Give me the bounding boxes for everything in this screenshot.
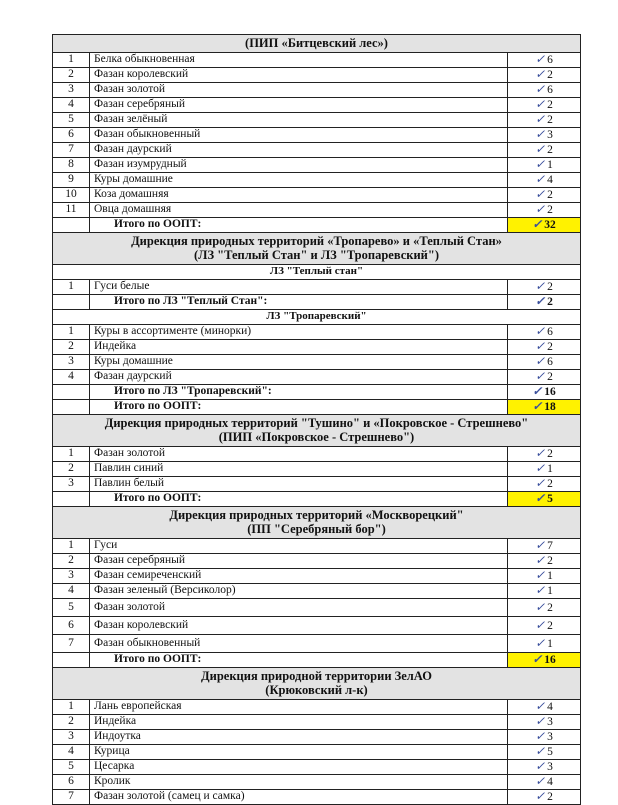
table-row [53, 539, 581, 554]
species-name: Фазан королевский [90, 68, 508, 82]
section-header [53, 415, 581, 447]
checkmark-icon: ✓ [535, 491, 546, 505]
checkmark-icon: ✓ [532, 399, 543, 413]
quantity-cell [508, 477, 580, 491]
row-number: 2 [53, 68, 90, 82]
quantity-value: 2 [547, 555, 553, 567]
quantity-cell [508, 492, 580, 506]
quantity-value: 2 [547, 791, 553, 803]
species-name: Фазан даурский [90, 143, 508, 157]
section-title-line: (ПИП «Покровское - Стрешнево") [218, 430, 415, 444]
quantity-value: 2 [547, 144, 553, 156]
quantity-value: 6 [547, 356, 553, 368]
quantity-cell [508, 83, 580, 97]
species-name: Павлин белый [90, 477, 508, 491]
row-number: 11 [53, 203, 90, 217]
table-row [53, 569, 581, 584]
row-number: 4 [53, 745, 90, 759]
table-row [53, 355, 581, 370]
row-number: 3 [53, 569, 90, 583]
checkmark-icon: ✓ [535, 97, 546, 111]
quantity-value: 6 [547, 84, 553, 96]
quantity-cell [508, 113, 580, 127]
quantity-cell [508, 539, 580, 553]
species-name: Индейка [90, 340, 508, 354]
section-title-line: (ПИП «Битцевский лес») [245, 36, 388, 50]
table-row [53, 113, 581, 128]
checkmark-icon: ✓ [535, 774, 546, 788]
grand-total-label: Итого по ООПТ: [90, 218, 508, 232]
quantity-cell [508, 569, 580, 583]
quantity-value: 2 [547, 448, 553, 460]
quantity-value: 4 [547, 174, 553, 186]
species-name: Кролик [90, 775, 508, 789]
quantity-value: 3 [547, 129, 553, 141]
checkmark-icon: ✓ [535, 157, 546, 171]
checkmark-icon: ✓ [535, 354, 546, 368]
checkmark-icon: ✓ [535, 324, 546, 338]
row-number: 2 [53, 554, 90, 568]
quantity-cell [508, 68, 580, 82]
quantity-cell [508, 355, 580, 369]
checkmark-icon: ✓ [532, 652, 543, 666]
quantity-cell [508, 143, 580, 157]
quantity-value: 4 [547, 701, 553, 713]
species-name: Куры домашние [90, 173, 508, 187]
table-row [53, 83, 581, 98]
checkmark-icon: ✓ [535, 583, 546, 597]
row-number: 1 [53, 700, 90, 714]
species-name: Куры в ассортименте (минорки) [90, 325, 508, 339]
table-row [53, 617, 581, 635]
table-row [53, 128, 581, 143]
table-row [53, 715, 581, 730]
row-number [53, 653, 90, 667]
subtotal-label: Итого по ЛЗ "Теплый Стан": [90, 295, 508, 309]
section-header [53, 507, 581, 539]
quantity-value: 1 [547, 463, 553, 475]
grand-total-label: Итого по ООПТ: [90, 653, 508, 667]
row-number [53, 400, 90, 414]
species-name: Индоутка [90, 730, 508, 744]
row-number: 10 [53, 188, 90, 202]
section-title-line: Дирекция природных территорий "Тушино" и «Покровское - Стрешнево" [104, 416, 529, 430]
table-row [53, 477, 581, 492]
table-row [53, 370, 581, 385]
row-number: 3 [53, 477, 90, 491]
table-row [53, 730, 581, 745]
checkmark-icon: ✓ [532, 217, 543, 231]
quantity-value: 2 [547, 296, 553, 308]
table-row [53, 143, 581, 158]
species-name: Павлин синий [90, 462, 508, 476]
grand-total-label: Итого по ООПТ: [90, 400, 508, 414]
species-name: Фазан серебряный [90, 98, 508, 112]
quantity-value: 1 [547, 570, 553, 582]
row-number: 8 [53, 158, 90, 172]
quantity-value: 2 [547, 204, 553, 216]
table-row [53, 584, 581, 599]
checkmark-icon: ✓ [532, 384, 543, 398]
species-name: Фазан королевский [90, 617, 508, 634]
quantity-cell [508, 790, 580, 804]
table-row [53, 700, 581, 715]
quantity-cell [508, 340, 580, 354]
species-name: Индейка [90, 715, 508, 729]
quantity-value: 18 [544, 401, 556, 413]
section-title-line: (ПП "Серебряный бор") [247, 522, 386, 536]
species-name: Гуси белые [90, 280, 508, 294]
quantity-cell [508, 385, 580, 399]
quantity-cell [508, 715, 580, 729]
quantity-value: 2 [547, 371, 553, 383]
grand-total-row [53, 653, 581, 668]
section-title-line: Дирекция природных территорий «Тропарево» и «Теплый Стан» [131, 234, 502, 248]
section-header [53, 35, 581, 53]
table-row [53, 53, 581, 68]
species-name: Фазан серебряный [90, 554, 508, 568]
row-number: 6 [53, 617, 90, 634]
subtotal-label: Итого по ЛЗ "Тропаревский": [90, 385, 508, 399]
species-name: Белка обыкновенная [90, 53, 508, 67]
quantity-value: 6 [547, 54, 553, 66]
quantity-value: 3 [547, 761, 553, 773]
quantity-cell [508, 653, 580, 667]
quantity-cell [508, 599, 580, 616]
quantity-cell [508, 325, 580, 339]
row-number: 1 [53, 53, 90, 67]
quantity-value: 5 [547, 746, 553, 758]
table-row [53, 447, 581, 462]
quantity-cell [508, 370, 580, 384]
row-number: 1 [53, 447, 90, 461]
quantity-value: 2 [547, 341, 553, 353]
subgroup-title: ЛЗ "Теплый стан" [53, 265, 581, 280]
grand-total-row [53, 218, 581, 233]
row-number: 7 [53, 635, 90, 652]
quantity-cell [508, 203, 580, 217]
checkmark-icon: ✓ [535, 461, 546, 475]
section-header [53, 233, 581, 265]
checkmark-icon: ✓ [535, 699, 546, 713]
quantity-value: 3 [547, 716, 553, 728]
quantity-value: 2 [547, 69, 553, 81]
quantity-cell [508, 295, 580, 309]
row-number: 1 [53, 539, 90, 553]
table-row [53, 188, 581, 203]
quantity-cell [508, 617, 580, 634]
row-number: 4 [53, 98, 90, 112]
checkmark-icon: ✓ [535, 202, 546, 216]
species-name: Куры домашние [90, 355, 508, 369]
quantity-value: 2 [547, 189, 553, 201]
table-row [53, 158, 581, 173]
row-number: 2 [53, 715, 90, 729]
section-header [53, 668, 581, 700]
checkmark-icon: ✓ [535, 618, 546, 632]
quantity-value: 1 [547, 585, 553, 597]
row-number: 3 [53, 730, 90, 744]
section-title-line: (ЛЗ "Теплый Стан" и ЛЗ "Тропаревский") [193, 248, 439, 262]
species-name: Курица [90, 745, 508, 759]
quantity-value: 4 [547, 776, 553, 788]
table-row [53, 599, 581, 617]
grand-total-row [53, 400, 581, 415]
species-name: Коза домашняя [90, 188, 508, 202]
species-name: Фазан обыкновенный [90, 128, 508, 142]
checkmark-icon: ✓ [535, 142, 546, 156]
quantity-value: 2 [547, 620, 553, 632]
quantity-cell [508, 218, 580, 232]
species-name: Фазан даурский [90, 370, 508, 384]
row-number: 7 [53, 143, 90, 157]
species-name: Фазан обыкновенный [90, 635, 508, 652]
checkmark-icon: ✓ [535, 553, 546, 567]
quantity-value: 16 [544, 654, 556, 666]
row-number [53, 492, 90, 506]
quantity-cell [508, 775, 580, 789]
quantity-value: 2 [547, 114, 553, 126]
row-number: 6 [53, 128, 90, 142]
checkmark-icon: ✓ [535, 636, 546, 650]
row-number: 3 [53, 83, 90, 97]
quantity-value: 1 [547, 159, 553, 171]
checkmark-icon: ✓ [535, 538, 546, 552]
quantity-cell [508, 280, 580, 294]
checkmark-icon: ✓ [535, 127, 546, 141]
quantity-cell [508, 462, 580, 476]
species-name: Овца домашняя [90, 203, 508, 217]
table-row [53, 635, 581, 653]
quantity-value: 6 [547, 326, 553, 338]
quantity-cell [508, 53, 580, 67]
row-number: 1 [53, 280, 90, 294]
quantity-value: 3 [547, 731, 553, 743]
species-name: Фазан золотой [90, 447, 508, 461]
species-name: Гуси [90, 539, 508, 553]
table-row [53, 760, 581, 775]
quantity-cell [508, 158, 580, 172]
quantity-value: 7 [547, 540, 553, 552]
quantity-cell [508, 98, 580, 112]
checkmark-icon: ✓ [535, 279, 546, 293]
quantity-value: 2 [547, 99, 553, 111]
quantity-cell [508, 635, 580, 652]
row-number: 5 [53, 760, 90, 774]
quantity-value: 32 [544, 219, 556, 231]
species-name: Фазан золотой [90, 83, 508, 97]
section-title-line: Дирекция природной территории ЗелАО [201, 669, 432, 683]
checkmark-icon: ✓ [535, 729, 546, 743]
row-number: 2 [53, 340, 90, 354]
table-row [53, 325, 581, 340]
row-number: 5 [53, 113, 90, 127]
species-name: Фазан золотой (самец и самка) [90, 790, 508, 804]
subtotal-row [53, 385, 581, 400]
checkmark-icon: ✓ [535, 187, 546, 201]
quantity-value: 1 [547, 638, 553, 650]
checkmark-icon: ✓ [535, 369, 546, 383]
row-number: 6 [53, 775, 90, 789]
quantity-value: 5 [547, 493, 553, 505]
table-row [53, 462, 581, 477]
quantity-cell [508, 188, 580, 202]
species-name: Фазан семиреченский [90, 569, 508, 583]
checkmark-icon: ✓ [535, 339, 546, 353]
checkmark-icon: ✓ [535, 714, 546, 728]
checkmark-icon: ✓ [535, 112, 546, 126]
quantity-cell [508, 584, 580, 598]
quantity-value: 16 [544, 386, 556, 398]
quantity-cell [508, 447, 580, 461]
row-number: 4 [53, 584, 90, 598]
row-number: 2 [53, 462, 90, 476]
row-number: 7 [53, 790, 90, 804]
quantity-cell [508, 760, 580, 774]
checkmark-icon: ✓ [535, 67, 546, 81]
quantity-cell [508, 400, 580, 414]
checkmark-icon: ✓ [535, 52, 546, 66]
quantity-cell [508, 745, 580, 759]
species-name: Фазан золотой [90, 599, 508, 616]
checkmark-icon: ✓ [535, 744, 546, 758]
quantity-cell [508, 173, 580, 187]
section-title-line: (Крюковский л-к) [265, 683, 368, 697]
row-number: 5 [53, 599, 90, 616]
quantity-value: 2 [547, 478, 553, 490]
table-row [53, 68, 581, 83]
subgroup-title: ЛЗ "Тропаревский" [53, 310, 581, 325]
table-row [53, 280, 581, 295]
grand-total-label: Итого по ООПТ: [90, 492, 508, 506]
species-name: Фазан изумрудный [90, 158, 508, 172]
table-row [53, 775, 581, 790]
subtotal-row [53, 295, 581, 310]
grand-total-row [53, 492, 581, 507]
quantity-value: 2 [547, 602, 553, 614]
row-number: 3 [53, 355, 90, 369]
quantity-cell [508, 700, 580, 714]
quantity-cell [508, 128, 580, 142]
quantity-value: 2 [547, 281, 553, 293]
table-row [53, 745, 581, 760]
table-row [53, 340, 581, 355]
checkmark-icon: ✓ [535, 759, 546, 773]
table-row [53, 173, 581, 188]
row-number: 9 [53, 173, 90, 187]
checkmark-icon: ✓ [535, 172, 546, 186]
quantity-cell [508, 730, 580, 744]
checkmark-icon: ✓ [535, 568, 546, 582]
species-name: Лань европейская [90, 700, 508, 714]
checkmark-icon: ✓ [535, 600, 546, 614]
section-title-line: Дирекция природных территорий «Москворецкий" [169, 508, 464, 522]
table-row [53, 554, 581, 569]
row-number [53, 218, 90, 232]
row-number [53, 295, 90, 309]
checkmark-icon: ✓ [535, 789, 546, 803]
checkmark-icon: ✓ [535, 82, 546, 96]
animal-inventory-table [52, 34, 581, 805]
species-name: Фазан зеленый (Версиколор) [90, 584, 508, 598]
table-row [53, 98, 581, 113]
row-number [53, 385, 90, 399]
species-name: Фазан зелёный [90, 113, 508, 127]
quantity-cell [508, 554, 580, 568]
checkmark-icon: ✓ [535, 446, 546, 460]
species-name: Цесарка [90, 760, 508, 774]
row-number: 4 [53, 370, 90, 384]
table-row [53, 790, 581, 805]
checkmark-icon: ✓ [535, 476, 546, 490]
checkmark-icon: ✓ [535, 294, 546, 308]
table-row [53, 203, 581, 218]
row-number: 1 [53, 325, 90, 339]
